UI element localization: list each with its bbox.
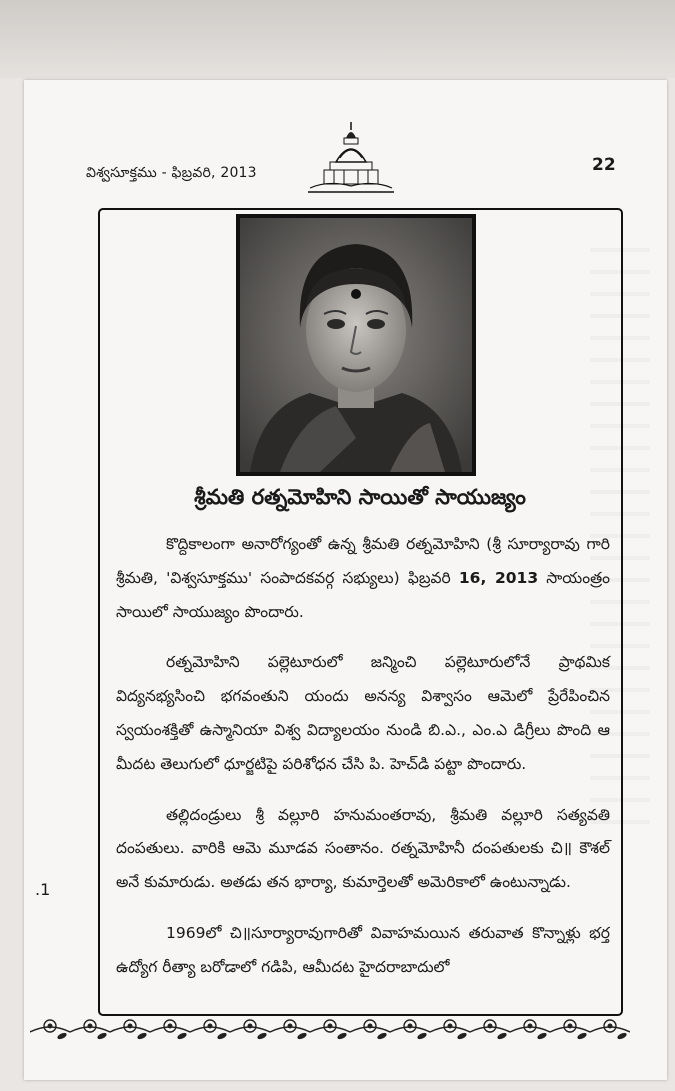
- rose-center-icon: [408, 1024, 413, 1029]
- rose-center-icon: [568, 1024, 573, 1029]
- leaf-ornament-icon: [416, 1032, 427, 1041]
- leaf-ornament-icon: [376, 1032, 387, 1041]
- rose-center-icon: [208, 1024, 213, 1029]
- leaf-ornament-icon: [216, 1032, 227, 1041]
- rose-center-icon: [368, 1024, 373, 1029]
- portrait-photo: [236, 214, 476, 476]
- paragraph-3: తల్లిదండ్రులు శ్రీ వల్లూరి హనుమంతరావు, శ్రీమతి వల్లూరి సత్యవతి దంపతులు. వారికి ఆమె మూడవ సంతానం. రత్నమోహినీ దంపతులకు చి॥ కౌశల్ అనే కుమారుడు. అతడు తన భార్యా, కుమార్తెలతో అమెరికాలో ఉంటున్నాడు.: [116, 805, 610, 892]
- paragraph-4: 1969లో చి॥సూర్యారావుగారితో వివాహమయిన తరువాత కొన్నాళ్లు భర్త ఉద్యోగ రీత్యా బరోడాలో గడిపి, ఆమీదట హైదరాబాదులో: [116, 923, 610, 976]
- leaf-ornament-icon: [536, 1032, 547, 1041]
- leaf-ornament-icon: [176, 1032, 187, 1041]
- rose-center-icon: [448, 1024, 453, 1029]
- portrait-woman-image: [240, 218, 472, 472]
- leaf-ornament-icon: [616, 1032, 627, 1041]
- margin-mark: .1: [35, 880, 51, 899]
- paragraph-2: రత్నమోహిని పల్లెటూరులో జన్మించి పల్లెటూరులోనే ప్రాథమిక విద్యనభ్యసించి భగవంతుని యందు అనన్య విశ్వాసం ఆమెలో ప్రేరేపించిన స్వయంశక్తితో ఉస్మానియా విశ్వ విద్యాలయం నుండి బి.ఎ., ఎం.ఎ డిగ్రీలు పొంది ఆ మీదట తెలుగులో ధూర్జటిపై పరిశోధన చేసి పి. హెచ్‌డి పట్టా పొందారు.: [116, 653, 610, 773]
- leaf-ornament-icon: [136, 1032, 147, 1041]
- floral-border-ornament-icon: [30, 1014, 630, 1044]
- date-bold: 16, 2013: [458, 568, 539, 587]
- paragraph-1: కొద్దికాలంగా అనారోగ్యంతో ఉన్న శ్రీమతి రత్నమోహిని (శ్రీ సూర్యారావు గారి శ్రీమతి, 'విశ్వసూక్తము' సంపాదకవర్గ సభ్యులు) ఫిబ్రవరి 16, 2013 సాయంత్రం సాయిలో సాయుజ్యం పొందారు.: [116, 535, 610, 621]
- leaf-ornament-icon: [496, 1032, 507, 1041]
- rose-center-icon: [248, 1024, 253, 1029]
- leaf-ornament-icon: [296, 1032, 307, 1041]
- leaf-ornament-icon: [576, 1032, 587, 1041]
- page-number: 22: [592, 155, 616, 175]
- article-title: శ్రీమతి రత్నమోహిని సాయితో సాయుజ్యం: [194, 485, 526, 509]
- rose-center-icon: [128, 1024, 133, 1029]
- rose-center-icon: [168, 1024, 173, 1029]
- temple-dome-emblem-icon: [308, 122, 394, 194]
- leaf-ornament-icon: [96, 1032, 107, 1041]
- leaf-ornament-icon: [456, 1032, 467, 1041]
- rose-center-icon: [328, 1024, 333, 1029]
- leaf-ornament-icon: [336, 1032, 347, 1041]
- rose-center-icon: [288, 1024, 293, 1029]
- leaf-ornament-icon: [56, 1032, 67, 1041]
- rose-center-icon: [88, 1024, 93, 1029]
- scan-top-shadow: [0, 0, 675, 78]
- article-body: [116, 528, 610, 1002]
- rose-center-icon: [48, 1024, 53, 1029]
- leaf-ornament-icon: [256, 1032, 267, 1041]
- rose-center-icon: [488, 1024, 493, 1029]
- rose-center-icon: [528, 1024, 533, 1029]
- running-header: విశ్వసూక్తము - ఫిబ్రవరి, 2013: [86, 165, 257, 181]
- rose-center-icon: [608, 1024, 613, 1029]
